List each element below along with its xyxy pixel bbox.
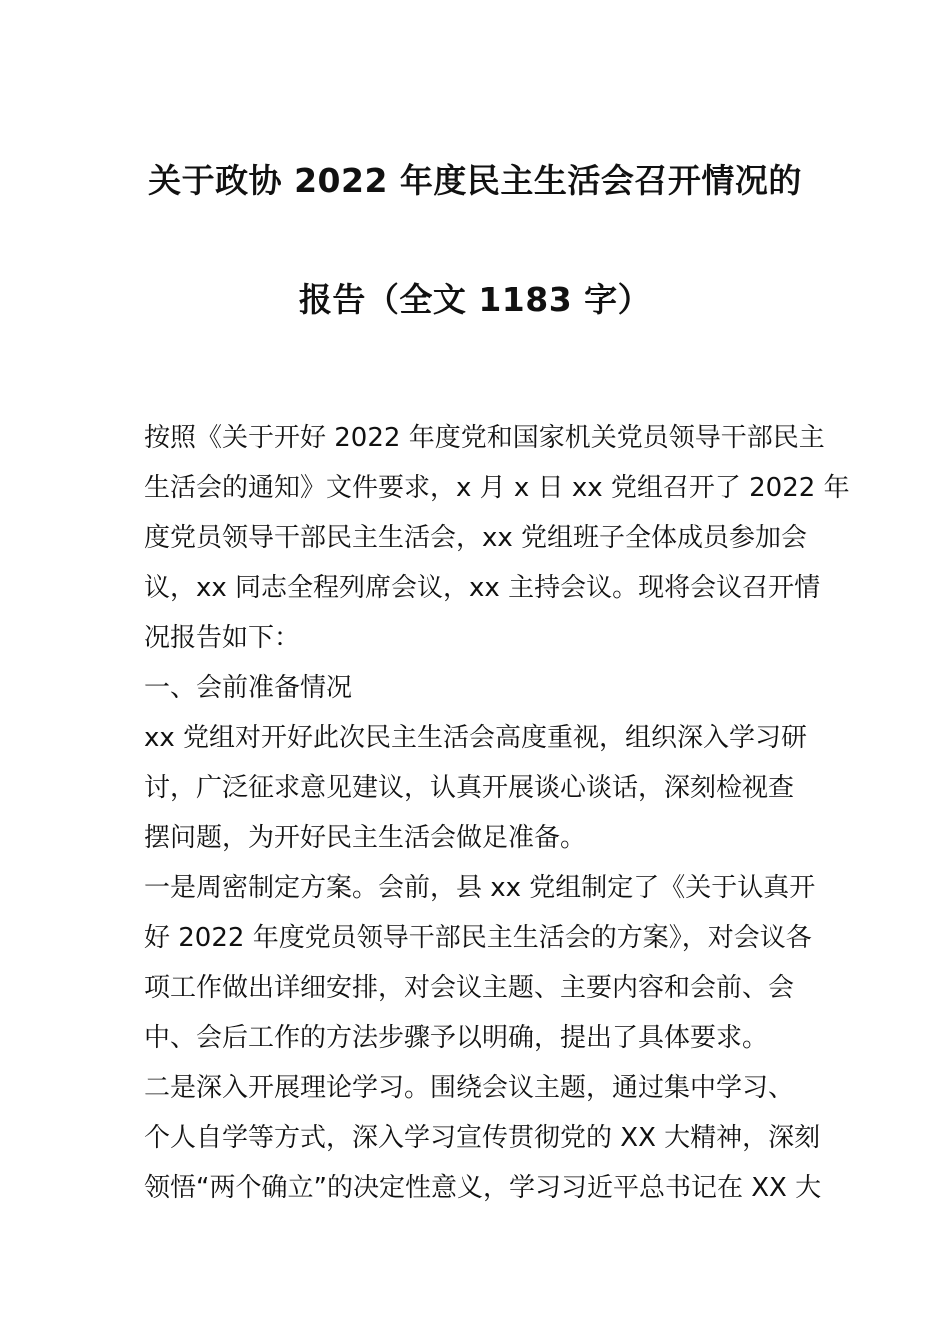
body-text-line: 二是深入开展理论学习。围绕会议主题，通过集中学习、	[144, 1073, 795, 1103]
body-text-line: 况报告如下：	[144, 623, 301, 653]
body-text-line: 生活会的通知》文件要求，x 月 x 日 xx 党组召开了 2022 年	[144, 473, 850, 503]
body-text-line: 好 2022 年度党员领导干部民主生活会的方案》，对会议各	[144, 923, 812, 953]
body-text-line: 议，xx 同志全程列席会议，xx 主持会议。现将会议召开情	[144, 573, 821, 603]
section-heading: 一、会前准备情况	[144, 673, 353, 703]
body-text-line: 个人自学等方式，深入学习宣传贯彻党的 XX 大精神，深刻	[144, 1123, 821, 1153]
document-title-line-1: 关于政协 2022 年度民主生活会召开情况的	[148, 161, 802, 200]
body-text-line: 一是周密制定方案。会前，县 xx 党组制定了《关于认真开	[144, 873, 816, 903]
body-text-line: 领悟“两个确立”的决定性意义，学习习近平总书记在 XX 大	[144, 1173, 822, 1203]
body-text-line: 讨，广泛征求意见建议，认真开展谈心谈话，深刻检视查	[144, 773, 795, 803]
body-text-line: 按照《关于开好 2022 年度党和国家机关党员领导干部民主	[144, 423, 825, 453]
body-text-line: xx 党组对开好此次民主生活会高度重视，组织深入学习研	[144, 723, 808, 753]
body-text-line: 中、会后工作的方法步骤予以明确，提出了具体要求。	[144, 1023, 769, 1053]
body-text-line: 度党员领导干部民主生活会，xx 党组班子全体成员参加会	[144, 523, 808, 553]
document-title-line-2: 报告（全文 1183 字）	[298, 280, 652, 319]
body-text-line: 摆问题，为开好民主生活会做足准备。	[144, 823, 587, 853]
body-text-line: 项工作做出详细安排，对会议主题、主要内容和会前、会	[144, 973, 795, 1003]
